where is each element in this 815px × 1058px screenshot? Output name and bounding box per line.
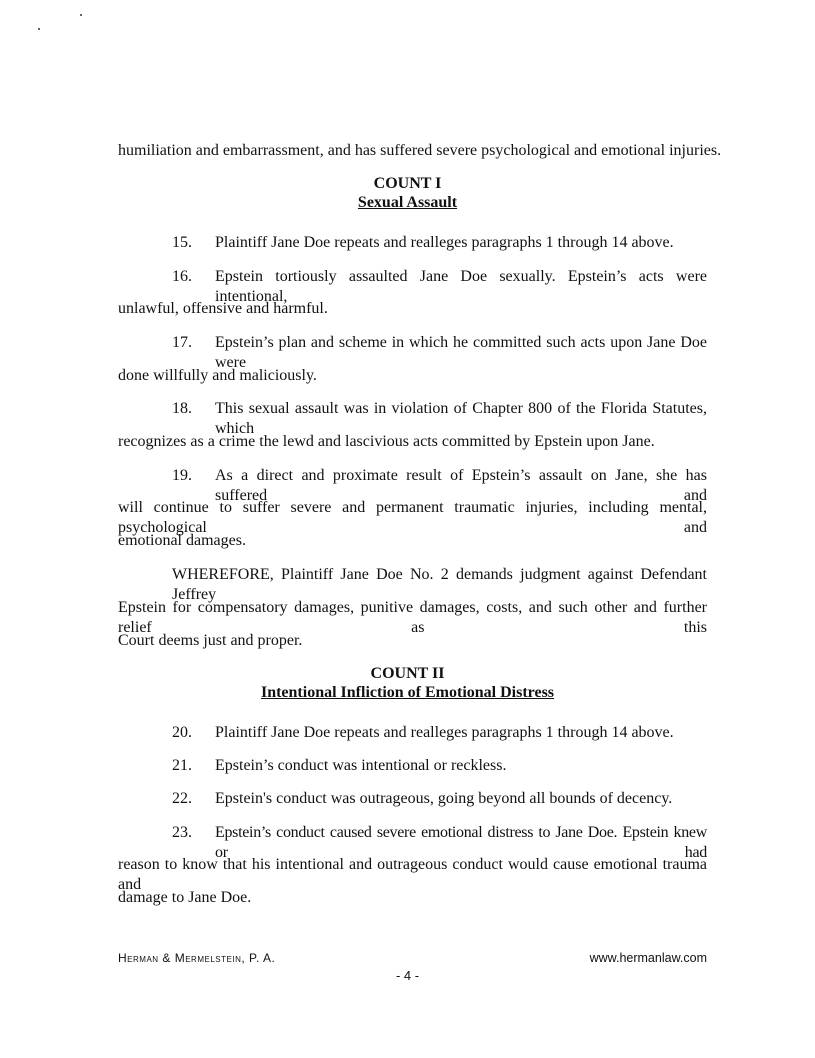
- paragraph-number: 16.: [172, 268, 192, 285]
- paragraph-number: 18.: [172, 400, 192, 417]
- paragraph-number: 23.: [172, 824, 192, 841]
- footer-website: www.hermanlaw.com: [589, 951, 707, 965]
- paragraph-16-line: Epstein tortiously assaulted Jane Doe sexually. Epstein’s acts were intentional,: [215, 268, 707, 305]
- paragraph-number: 22.: [172, 790, 192, 807]
- paragraph-23-line: reason to know that his intentional and outrageous conduct would cause emotional trauma and: [118, 856, 707, 893]
- paragraph-19-line: emotional damages.: [118, 532, 246, 549]
- scan-speck: [38, 28, 40, 30]
- paragraph-number: 21.: [172, 757, 192, 774]
- paragraph-16-line: unlawful, offensive and harmful.: [118, 300, 328, 317]
- wherefore-line: WHEREFORE, Plaintiff Jane Doe No. 2 demands judgment against Defendant Jeffrey: [172, 566, 707, 603]
- paragraph-number: 17.: [172, 334, 192, 351]
- paragraph-number: 19.: [172, 467, 192, 484]
- count-1-title: COUNT I: [373, 175, 442, 192]
- count-1-subtitle: Sexual Assault: [357, 194, 458, 211]
- paragraph-number: 15.: [172, 234, 192, 251]
- paragraph-18-line: recognizes as a crime the lewd and lascivious acts committed by Epstein upon Jane.: [118, 433, 655, 450]
- paragraph-20-line: Plaintiff Jane Doe repeats and realleges paragraphs 1 through 14 above.: [215, 724, 674, 741]
- paragraph-19-line: As a direct and proximate result of Epstein’s assault on Jane, she has suffered and: [215, 467, 707, 504]
- footer-firm-name: Herman & Mermelstein, P. A.: [118, 951, 276, 965]
- paragraph-15-line: Plaintiff Jane Doe repeats and realleges paragraphs 1 through 14 above.: [215, 234, 674, 251]
- scan-speck: [80, 14, 82, 16]
- page-number: - 4 -: [395, 968, 420, 983]
- paragraph-17-line: done willfully and maliciously.: [118, 367, 317, 384]
- intro-line: humiliation and embarrassment, and has suffered severe psychological and emotional injuries.: [118, 142, 722, 159]
- wherefore-line: Epstein for compensatory damages, punitive damages, costs, and such other and further relief as this: [118, 599, 707, 636]
- paragraph-23-line: damage to Jane Doe.: [118, 889, 252, 906]
- paragraph-number: 20.: [172, 724, 192, 741]
- paragraph-22-line: Epstein's conduct was outrageous, going beyond all bounds of decency.: [215, 790, 673, 807]
- wherefore-line: Court deems just and proper.: [118, 632, 303, 649]
- paragraph-19-line: will continue to suffer severe and permanent traumatic injuries, including mental, psychological and: [118, 499, 707, 536]
- count-2-subtitle-wrap: [0, 683, 815, 703]
- paragraph-21-line: Epstein’s conduct was intentional or reckless.: [215, 757, 507, 774]
- paragraph-17-line: Epstein’s plan and scheme in which he committed such acts upon Jane Doe were: [215, 334, 707, 371]
- paragraph-23-line: Epstein’s conduct caused severe emotional distress to Jane Doe. Epstein knew or had: [215, 824, 707, 861]
- count-1-subtitle-wrap: [0, 193, 815, 213]
- count-2-title: COUNT II: [370, 665, 445, 682]
- count-2-subtitle: Intentional Infliction of Emotional Distress: [260, 684, 555, 701]
- paragraph-18-line: This sexual assault was in violation of Chapter 800 of the Florida Statutes, which: [215, 400, 707, 437]
